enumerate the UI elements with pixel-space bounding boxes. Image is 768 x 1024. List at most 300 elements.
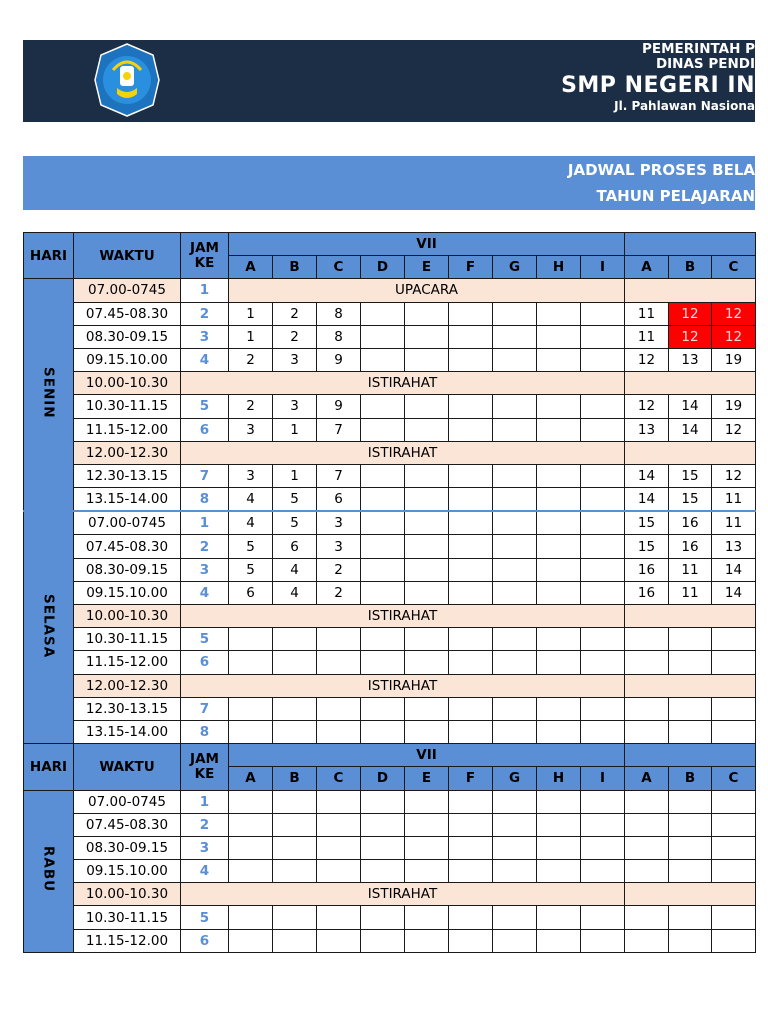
teacher-code-cell bbox=[625, 720, 669, 743]
teacher-code-cell bbox=[273, 790, 317, 813]
teacher-code-cell bbox=[712, 860, 756, 883]
teacher-code-cell: 3 bbox=[229, 464, 273, 487]
teacher-code-cell: 7 bbox=[317, 418, 361, 441]
teacher-code-cell bbox=[712, 929, 756, 952]
teacher-code-cell bbox=[229, 929, 273, 952]
time-cell: 08.30-09.15 bbox=[74, 325, 181, 348]
teacher-code-cell: 3 bbox=[229, 418, 273, 441]
time-cell: 11.15-12.00 bbox=[74, 651, 181, 674]
break-fill bbox=[625, 372, 756, 395]
day-cell-senin bbox=[24, 279, 74, 511]
class-header: H bbox=[537, 767, 581, 790]
grade-vii-header: VII bbox=[229, 744, 625, 767]
teacher-code-cell bbox=[493, 860, 537, 883]
teacher-code-cell bbox=[581, 790, 625, 813]
teacher-code-cell bbox=[361, 348, 405, 371]
teacher-code-cell bbox=[669, 697, 712, 720]
teacher-code-cell bbox=[229, 813, 273, 836]
schedule-table bbox=[23, 232, 756, 953]
table-row bbox=[24, 325, 756, 348]
time-cell: 12.30-13.15 bbox=[74, 697, 181, 720]
teacher-code-cell bbox=[317, 790, 361, 813]
break-label: ISTIRAHAT bbox=[181, 883, 625, 906]
teacher-code-cell: 1 bbox=[273, 464, 317, 487]
teacher-code-cell bbox=[273, 813, 317, 836]
teacher-code-cell bbox=[449, 813, 493, 836]
teacher-code-cell: 13 bbox=[625, 418, 669, 441]
teacher-code-cell bbox=[449, 395, 493, 418]
schedule-title: JADWAL PROSES BELA bbox=[567, 161, 755, 179]
time-cell: 10.00-10.30 bbox=[74, 883, 181, 906]
teacher-code-cell bbox=[669, 628, 712, 651]
title-banner bbox=[23, 156, 755, 210]
teacher-code-cell bbox=[581, 836, 625, 859]
day-label: SENIN bbox=[40, 367, 57, 419]
table-row bbox=[24, 605, 756, 628]
class-header: B bbox=[669, 256, 712, 279]
teacher-code-cell bbox=[581, 325, 625, 348]
teacher-code-cell: 3 bbox=[317, 511, 361, 535]
period-number: 3 bbox=[181, 836, 229, 859]
teacher-code-cell: 2 bbox=[317, 581, 361, 604]
teacher-code-cell: 12 bbox=[712, 464, 756, 487]
period-number: 1 bbox=[181, 279, 229, 302]
teacher-code-cell bbox=[537, 325, 581, 348]
teacher-code-cell bbox=[669, 906, 712, 929]
time-cell: 11.15-12.00 bbox=[74, 418, 181, 441]
period-number: 8 bbox=[181, 720, 229, 743]
teacher-code-cell bbox=[537, 511, 581, 535]
teacher-code-cell bbox=[229, 860, 273, 883]
teacher-code-cell: 5 bbox=[273, 488, 317, 512]
time-cell: 10.30-11.15 bbox=[74, 395, 181, 418]
teacher-code-cell bbox=[625, 860, 669, 883]
teacher-code-cell bbox=[405, 628, 449, 651]
teacher-code-cell: 16 bbox=[669, 511, 712, 535]
teacher-code-cell bbox=[449, 302, 493, 325]
teacher-code-cell bbox=[317, 697, 361, 720]
teacher-code-cell: 2 bbox=[317, 558, 361, 581]
period-number: 4 bbox=[181, 348, 229, 371]
teacher-code-cell: 5 bbox=[229, 558, 273, 581]
teacher-code-cell bbox=[229, 790, 273, 813]
class-header: C bbox=[317, 256, 361, 279]
teacher-code-cell: 14 bbox=[669, 418, 712, 441]
teacher-code-cell bbox=[405, 651, 449, 674]
teacher-code-cell: 12 bbox=[712, 418, 756, 441]
table-row bbox=[24, 628, 756, 651]
teacher-code-cell: 4 bbox=[273, 558, 317, 581]
teacher-code-cell bbox=[493, 418, 537, 441]
teacher-code-cell bbox=[537, 488, 581, 512]
teacher-code-cell bbox=[229, 697, 273, 720]
teacher-code-cell: 11 bbox=[712, 511, 756, 535]
teacher-code-cell: 4 bbox=[229, 488, 273, 512]
teacher-code-cell: 2 bbox=[229, 348, 273, 371]
teacher-code-cell bbox=[449, 535, 493, 558]
teacher-code-cell bbox=[669, 836, 712, 859]
teacher-code-cell bbox=[229, 651, 273, 674]
table-row bbox=[24, 720, 756, 743]
teacher-code-cell: 12 bbox=[669, 302, 712, 325]
teacher-code-cell: 15 bbox=[669, 464, 712, 487]
class-header: H bbox=[537, 256, 581, 279]
teacher-code-cell bbox=[581, 535, 625, 558]
teacher-code-cell bbox=[361, 511, 405, 535]
teacher-code-cell bbox=[537, 906, 581, 929]
teacher-code-cell bbox=[405, 464, 449, 487]
period-number: 2 bbox=[181, 813, 229, 836]
teacher-code-cell bbox=[669, 813, 712, 836]
col-hari-header: HARI bbox=[24, 744, 74, 790]
teacher-code-cell bbox=[317, 836, 361, 859]
teacher-code-cell bbox=[229, 720, 273, 743]
table-row bbox=[24, 836, 756, 859]
teacher-code-cell: 3 bbox=[317, 535, 361, 558]
teacher-code-cell bbox=[537, 558, 581, 581]
teacher-code-cell bbox=[669, 860, 712, 883]
header-line-1: PEMERINTAH P bbox=[642, 41, 755, 57]
teacher-code-cell bbox=[537, 929, 581, 952]
teacher-code-cell: 19 bbox=[712, 395, 756, 418]
teacher-code-cell bbox=[317, 906, 361, 929]
break-fill bbox=[625, 605, 756, 628]
table-row bbox=[24, 464, 756, 487]
teacher-code-cell bbox=[405, 860, 449, 883]
teacher-code-cell bbox=[581, 464, 625, 487]
teacher-code-cell bbox=[537, 348, 581, 371]
period-number: 3 bbox=[181, 558, 229, 581]
teacher-code-cell bbox=[317, 860, 361, 883]
header-divider bbox=[23, 120, 755, 122]
period-number: 3 bbox=[181, 325, 229, 348]
teacher-code-cell bbox=[405, 348, 449, 371]
table-row bbox=[24, 511, 756, 535]
table-row bbox=[24, 581, 756, 604]
teacher-code-cell bbox=[537, 418, 581, 441]
teacher-code-cell: 2 bbox=[229, 395, 273, 418]
day-label: RABU bbox=[40, 846, 57, 893]
time-cell: 07.45-08.30 bbox=[74, 535, 181, 558]
teacher-code-cell: 9 bbox=[317, 348, 361, 371]
teacher-code-cell bbox=[581, 302, 625, 325]
teacher-code-cell bbox=[229, 906, 273, 929]
teacher-code-cell: 12 bbox=[669, 325, 712, 348]
grade-viii-header bbox=[625, 233, 756, 256]
teacher-code-cell: 5 bbox=[273, 511, 317, 535]
teacher-code-cell bbox=[712, 906, 756, 929]
teacher-code-cell: 13 bbox=[712, 535, 756, 558]
teacher-code-cell bbox=[229, 628, 273, 651]
teacher-code-cell bbox=[317, 628, 361, 651]
teacher-code-cell bbox=[449, 929, 493, 952]
period-number: 5 bbox=[181, 628, 229, 651]
teacher-code-cell bbox=[493, 464, 537, 487]
break-label: ISTIRAHAT bbox=[181, 605, 625, 628]
time-cell: 12.00-12.30 bbox=[74, 674, 181, 697]
teacher-code-cell bbox=[625, 628, 669, 651]
teacher-code-cell: 12 bbox=[712, 302, 756, 325]
teacher-code-cell: 6 bbox=[317, 488, 361, 512]
teacher-code-cell bbox=[581, 511, 625, 535]
tut-wuri-handayani-logo bbox=[87, 40, 167, 120]
teacher-code-cell: 8 bbox=[317, 302, 361, 325]
teacher-code-cell bbox=[361, 581, 405, 604]
teacher-code-cell: 16 bbox=[669, 535, 712, 558]
teacher-code-cell bbox=[361, 790, 405, 813]
school-address: Jl. Pahlawan Nasiona bbox=[614, 99, 755, 113]
break-fill bbox=[625, 883, 756, 906]
teacher-code-cell: 15 bbox=[669, 488, 712, 512]
teacher-code-cell bbox=[493, 790, 537, 813]
teacher-code-cell: 1 bbox=[273, 418, 317, 441]
teacher-code-cell bbox=[581, 860, 625, 883]
teacher-code-cell bbox=[317, 929, 361, 952]
teacher-code-cell bbox=[493, 395, 537, 418]
teacher-code-cell: 3 bbox=[273, 395, 317, 418]
teacher-code-cell bbox=[537, 790, 581, 813]
table-row bbox=[24, 395, 756, 418]
time-cell: 07.00-0745 bbox=[74, 790, 181, 813]
day-label: SELASA bbox=[40, 593, 57, 658]
teacher-code-cell bbox=[449, 464, 493, 487]
teacher-code-cell bbox=[405, 697, 449, 720]
class-header: D bbox=[361, 767, 405, 790]
teacher-code-cell: 12 bbox=[625, 348, 669, 371]
teacher-code-cell bbox=[493, 906, 537, 929]
teacher-code-cell bbox=[669, 929, 712, 952]
day-cell-rabu bbox=[24, 790, 74, 952]
teacher-code-cell bbox=[493, 302, 537, 325]
teacher-code-cell bbox=[712, 813, 756, 836]
class-header: B bbox=[273, 767, 317, 790]
teacher-code-cell: 7 bbox=[317, 464, 361, 487]
teacher-code-cell bbox=[449, 628, 493, 651]
teacher-code-cell: 14 bbox=[712, 558, 756, 581]
teacher-code-cell: 2 bbox=[273, 325, 317, 348]
time-cell: 11.15-12.00 bbox=[74, 929, 181, 952]
teacher-code-cell bbox=[712, 651, 756, 674]
break-fill bbox=[625, 674, 756, 697]
teacher-code-cell: 11 bbox=[669, 558, 712, 581]
period-number: 6 bbox=[181, 929, 229, 952]
teacher-code-cell: 15 bbox=[625, 535, 669, 558]
table-row bbox=[24, 674, 756, 697]
teacher-code-cell: 11 bbox=[625, 325, 669, 348]
teacher-code-cell: 14 bbox=[669, 395, 712, 418]
teacher-code-cell bbox=[361, 720, 405, 743]
teacher-code-cell bbox=[273, 628, 317, 651]
break-label: ISTIRAHAT bbox=[181, 674, 625, 697]
period-number: 1 bbox=[181, 790, 229, 813]
class-header: B bbox=[273, 256, 317, 279]
teacher-code-cell: 6 bbox=[273, 535, 317, 558]
teacher-code-cell: 6 bbox=[229, 581, 273, 604]
table-row bbox=[24, 279, 756, 302]
teacher-code-cell bbox=[581, 628, 625, 651]
teacher-code-cell bbox=[581, 348, 625, 371]
teacher-code-cell bbox=[493, 325, 537, 348]
teacher-code-cell bbox=[581, 813, 625, 836]
teacher-code-cell: 8 bbox=[317, 325, 361, 348]
teacher-code-cell bbox=[405, 418, 449, 441]
teacher-code-cell bbox=[625, 651, 669, 674]
teacher-code-cell bbox=[493, 929, 537, 952]
teacher-code-cell bbox=[405, 558, 449, 581]
teacher-code-cell bbox=[317, 813, 361, 836]
teacher-code-cell bbox=[449, 348, 493, 371]
teacher-code-cell bbox=[493, 836, 537, 859]
table-row bbox=[24, 883, 756, 906]
teacher-code-cell bbox=[361, 464, 405, 487]
teacher-code-cell bbox=[581, 418, 625, 441]
class-header: C bbox=[317, 767, 361, 790]
teacher-code-cell bbox=[625, 790, 669, 813]
teacher-code-cell bbox=[273, 860, 317, 883]
class-header: G bbox=[493, 767, 537, 790]
teacher-code-cell bbox=[405, 581, 449, 604]
teacher-code-cell bbox=[449, 558, 493, 581]
teacher-code-cell: 12 bbox=[625, 395, 669, 418]
class-header: B bbox=[669, 767, 712, 790]
break-label: ISTIRAHAT bbox=[181, 372, 625, 395]
class-header: F bbox=[449, 767, 493, 790]
col-jam-header: JAM KE bbox=[181, 744, 229, 790]
teacher-code-cell: 11 bbox=[625, 302, 669, 325]
break-label: ISTIRAHAT bbox=[181, 441, 625, 464]
time-cell: 10.30-11.15 bbox=[74, 628, 181, 651]
teacher-code-cell bbox=[625, 836, 669, 859]
time-cell: 07.00-0745 bbox=[74, 511, 181, 535]
table-row bbox=[24, 441, 756, 464]
break-fill bbox=[625, 279, 756, 302]
teacher-code-cell bbox=[669, 720, 712, 743]
teacher-code-cell bbox=[537, 302, 581, 325]
teacher-code-cell bbox=[405, 906, 449, 929]
table-row bbox=[24, 535, 756, 558]
teacher-code-cell bbox=[449, 790, 493, 813]
teacher-code-cell: 12 bbox=[712, 325, 756, 348]
teacher-code-cell bbox=[625, 906, 669, 929]
time-cell: 07.45-08.30 bbox=[74, 302, 181, 325]
teacher-code-cell bbox=[449, 418, 493, 441]
time-cell: 08.30-09.15 bbox=[74, 836, 181, 859]
class-header: A bbox=[625, 256, 669, 279]
teacher-code-cell: 19 bbox=[712, 348, 756, 371]
period-number: 5 bbox=[181, 906, 229, 929]
teacher-code-cell bbox=[712, 836, 756, 859]
period-number: 2 bbox=[181, 535, 229, 558]
table-row bbox=[24, 418, 756, 441]
teacher-code-cell: 3 bbox=[273, 348, 317, 371]
period-number: 8 bbox=[181, 488, 229, 512]
teacher-code-cell bbox=[493, 720, 537, 743]
table-row bbox=[24, 488, 756, 512]
teacher-code-cell: 16 bbox=[625, 558, 669, 581]
teacher-code-cell bbox=[405, 535, 449, 558]
teacher-code-cell bbox=[537, 651, 581, 674]
teacher-code-cell bbox=[712, 720, 756, 743]
teacher-code-cell bbox=[493, 535, 537, 558]
teacher-code-cell bbox=[273, 906, 317, 929]
class-header: E bbox=[405, 767, 449, 790]
class-header: A bbox=[229, 767, 273, 790]
col-waktu-header: WAKTU bbox=[74, 233, 181, 279]
table-row bbox=[24, 348, 756, 371]
teacher-code-cell bbox=[405, 395, 449, 418]
grade-vii-header: VII bbox=[229, 233, 625, 256]
class-header: C bbox=[712, 256, 756, 279]
teacher-code-cell bbox=[361, 860, 405, 883]
teacher-code-cell bbox=[361, 697, 405, 720]
grade-viii-header bbox=[625, 744, 756, 767]
teacher-code-cell bbox=[669, 790, 712, 813]
day-cell-selasa bbox=[24, 511, 74, 743]
class-header: I bbox=[581, 767, 625, 790]
period-number: 5 bbox=[181, 395, 229, 418]
teacher-code-cell bbox=[405, 302, 449, 325]
time-cell: 10.00-10.30 bbox=[74, 605, 181, 628]
teacher-code-cell bbox=[712, 790, 756, 813]
teacher-code-cell: 11 bbox=[712, 488, 756, 512]
teacher-code-cell bbox=[537, 697, 581, 720]
teacher-code-cell bbox=[537, 535, 581, 558]
teacher-code-cell bbox=[493, 511, 537, 535]
table-row bbox=[24, 558, 756, 581]
time-cell: 08.30-09.15 bbox=[74, 558, 181, 581]
class-header: D bbox=[361, 256, 405, 279]
teacher-code-cell: 16 bbox=[625, 581, 669, 604]
class-header: A bbox=[229, 256, 273, 279]
teacher-code-cell bbox=[273, 836, 317, 859]
teacher-code-cell bbox=[449, 697, 493, 720]
teacher-code-cell bbox=[493, 488, 537, 512]
teacher-code-cell bbox=[361, 418, 405, 441]
teacher-code-cell: 11 bbox=[669, 581, 712, 604]
teacher-code-cell bbox=[361, 836, 405, 859]
time-cell: 09.15.10.00 bbox=[74, 581, 181, 604]
school-year: TAHUN PELAJARAN bbox=[596, 187, 755, 205]
teacher-code-cell: 14 bbox=[712, 581, 756, 604]
teacher-code-cell bbox=[493, 697, 537, 720]
time-cell: 12.30-13.15 bbox=[74, 464, 181, 487]
table-row bbox=[24, 929, 756, 952]
teacher-code-cell bbox=[405, 511, 449, 535]
teacher-code-cell bbox=[493, 348, 537, 371]
teacher-code-cell bbox=[449, 581, 493, 604]
time-cell: 07.45-08.30 bbox=[74, 813, 181, 836]
teacher-code-cell bbox=[273, 929, 317, 952]
teacher-code-cell bbox=[405, 813, 449, 836]
teacher-code-cell bbox=[669, 651, 712, 674]
teacher-code-cell bbox=[537, 581, 581, 604]
teacher-code-cell bbox=[405, 720, 449, 743]
table-row bbox=[24, 372, 756, 395]
teacher-code-cell bbox=[361, 929, 405, 952]
teacher-code-cell bbox=[537, 860, 581, 883]
teacher-code-cell bbox=[273, 697, 317, 720]
teacher-code-cell bbox=[405, 929, 449, 952]
period-number: 4 bbox=[181, 860, 229, 883]
teacher-code-cell bbox=[361, 906, 405, 929]
teacher-code-cell bbox=[581, 651, 625, 674]
teacher-code-cell bbox=[493, 558, 537, 581]
teacher-code-cell bbox=[625, 813, 669, 836]
teacher-code-cell bbox=[581, 906, 625, 929]
period-number: 6 bbox=[181, 651, 229, 674]
period-number: 6 bbox=[181, 418, 229, 441]
teacher-code-cell bbox=[361, 325, 405, 348]
